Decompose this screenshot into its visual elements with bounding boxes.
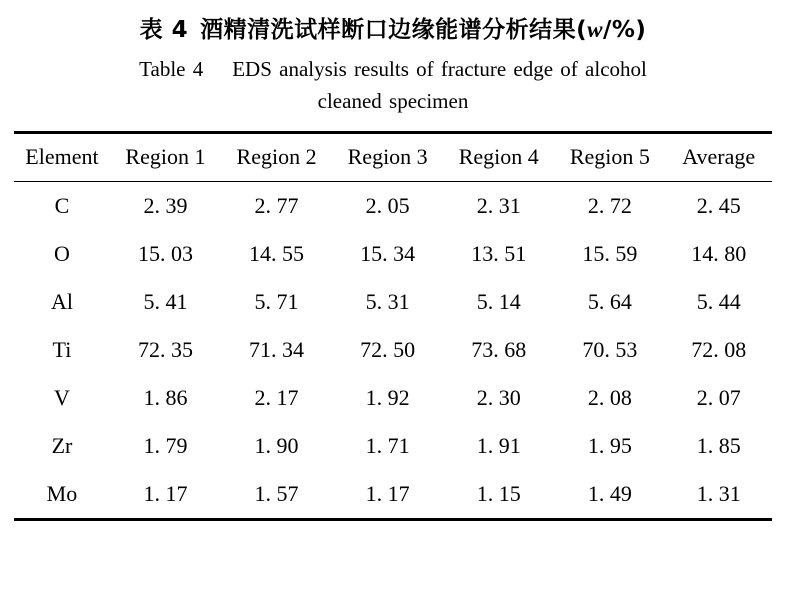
cell-region-5: 70. 53 <box>582 337 638 363</box>
caption-chinese-symbol: w <box>587 17 603 42</box>
table-body <box>14 182 772 520</box>
column-header-region-4: Region 4 <box>458 144 539 170</box>
cell-average: 14. 80 <box>691 241 747 267</box>
cell-region-1: 15. 03 <box>137 241 193 267</box>
table-header-row <box>14 133 772 182</box>
cell-average: 2. 45 <box>696 193 741 219</box>
cell-region-2: 1. 57 <box>254 481 299 507</box>
eds-table-container <box>14 131 772 521</box>
cell-region-1: 72. 35 <box>137 337 193 363</box>
cell-region-5: 5. 64 <box>587 289 632 315</box>
table-row <box>14 278 772 326</box>
cell-region-5: 1. 95 <box>587 433 632 459</box>
cell-region-4: 2. 31 <box>476 193 521 219</box>
cell-region-4: 5. 14 <box>476 289 521 315</box>
cell-region-1: 1. 17 <box>143 481 188 507</box>
cell-region-2: 1. 90 <box>254 433 299 459</box>
cell-element: Ti <box>52 337 72 363</box>
caption-chinese-title-pre: 酒精清洗试样断口边缘能谱分析结果( <box>200 17 588 43</box>
cell-average: 2. 07 <box>696 385 741 411</box>
table-row <box>14 374 772 422</box>
cell-average: 72. 08 <box>691 337 747 363</box>
column-header-average: Average <box>682 144 756 170</box>
column-header-region-5: Region 5 <box>569 144 650 170</box>
table-header <box>14 133 772 182</box>
cell-region-5: 2. 08 <box>587 385 632 411</box>
column-header-region-1: Region 1 <box>125 144 206 170</box>
caption-english-line1: EDS analysis results of fracture edge of alcohol <box>232 57 647 82</box>
caption-chinese-label: 表 4 <box>139 17 189 43</box>
caption-chinese <box>0 14 786 46</box>
cell-average: 5. 44 <box>696 289 741 315</box>
table-row <box>14 182 772 231</box>
caption-english-line2: cleaned specimen <box>317 88 469 113</box>
column-header-region-2: Region 2 <box>236 144 317 170</box>
column-header-element: Element <box>25 144 99 170</box>
cell-region-2: 71. 34 <box>249 337 305 363</box>
column-header-region-3: Region 3 <box>347 144 428 170</box>
caption-english <box>0 54 786 117</box>
cell-element: Mo <box>46 481 78 507</box>
cell-element: C <box>54 193 70 219</box>
cell-average: 1. 31 <box>696 481 741 507</box>
cell-region-4: 1. 15 <box>476 481 521 507</box>
caption-chinese-title-post: /%) <box>602 17 647 43</box>
cell-region-4: 73. 68 <box>471 337 527 363</box>
eds-table <box>14 131 772 521</box>
cell-region-1: 2. 39 <box>143 193 188 219</box>
cell-region-3: 1. 17 <box>365 481 410 507</box>
cell-region-1: 1. 86 <box>143 385 188 411</box>
cell-region-5: 2. 72 <box>587 193 632 219</box>
cell-region-5: 15. 59 <box>582 241 638 267</box>
table-row <box>14 470 772 520</box>
cell-region-2: 2. 77 <box>254 193 299 219</box>
cell-region-1: 1. 79 <box>143 433 188 459</box>
cell-element: V <box>54 385 70 411</box>
cell-region-2: 2. 17 <box>254 385 299 411</box>
cell-region-3: 2. 05 <box>365 193 410 219</box>
table-row <box>14 326 772 374</box>
cell-region-2: 14. 55 <box>249 241 305 267</box>
table-caption <box>0 0 786 117</box>
cell-region-3: 5. 31 <box>365 289 410 315</box>
cell-region-4: 1. 91 <box>476 433 521 459</box>
cell-region-5: 1. 49 <box>587 481 632 507</box>
cell-region-3: 72. 50 <box>360 337 416 363</box>
cell-region-3: 15. 34 <box>360 241 416 267</box>
cell-region-2: 5. 71 <box>254 289 299 315</box>
cell-region-3: 1. 71 <box>365 433 410 459</box>
cell-element: Zr <box>51 433 73 459</box>
cell-average: 1. 85 <box>696 433 741 459</box>
caption-english-label: Table 4 <box>139 57 204 82</box>
table-row <box>14 230 772 278</box>
cell-region-4: 13. 51 <box>471 241 527 267</box>
cell-region-1: 5. 41 <box>143 289 188 315</box>
cell-element: Al <box>50 289 73 315</box>
cell-region-3: 1. 92 <box>365 385 410 411</box>
cell-element: O <box>54 241 70 267</box>
cell-region-4: 2. 30 <box>476 385 521 411</box>
table-row <box>14 422 772 470</box>
